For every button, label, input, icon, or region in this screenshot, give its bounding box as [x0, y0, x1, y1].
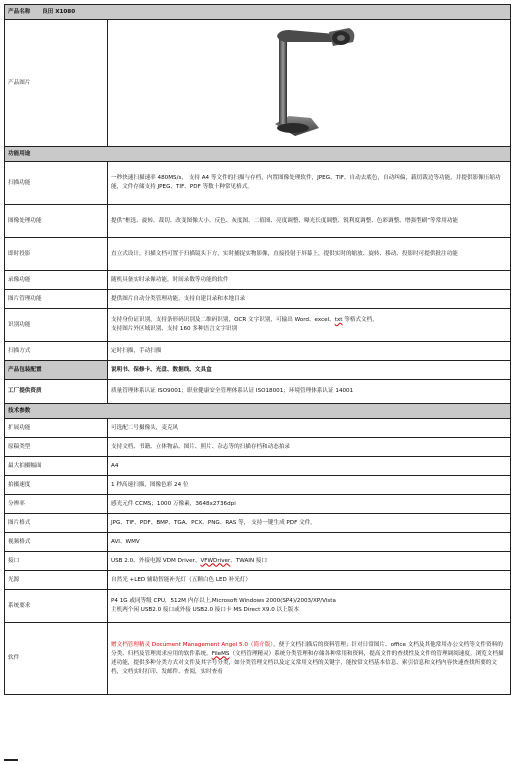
- interface-text: 、TWAIN 接口: [230, 557, 268, 564]
- software-value: [108, 623, 511, 695]
- spec-table: [4, 4, 511, 695]
- page-end-mark: [4, 759, 18, 761]
- spec-label: 原稿类型: [5, 438, 108, 457]
- feature-value: 随机具备实时录像功能，时间录数等功能的软件: [108, 271, 511, 290]
- ocr-value: [108, 309, 511, 342]
- product-name-cell: [5, 5, 511, 20]
- software-text: （文档管理精灵）系统分类管理和存储各种常用和资料，提高文件的查找性及文件的管理调阅速度。浏览文档描述功能，提供多种分类方式对文件及其字号分类，如分类管理文档以及定义常用文档的关键字，能按常文档基本信息、索引信息和文档内容快速查找所要的文档，文档实时打印、发邮件、查阅，实时查看: [111, 650, 504, 675]
- spec-value: AVI、WMV: [108, 533, 511, 552]
- feature-label: 图像处理功能: [5, 205, 108, 238]
- spec-row: [5, 533, 511, 552]
- light-label: 光源: [5, 571, 108, 590]
- ocr-label: 识别功能: [5, 309, 108, 342]
- spec-row: [5, 495, 511, 514]
- certs-label: 工厂提供资质: [5, 380, 108, 404]
- spec-row: [5, 419, 511, 438]
- spec-row: [5, 457, 511, 476]
- product-image-row: [5, 20, 511, 147]
- feature-row: [5, 205, 511, 238]
- product-name-label: 产品名称: [8, 8, 31, 15]
- light-value: 自然光 +LED 辅助智能补光灯（五颗白色 LED 补光灯）: [108, 571, 511, 590]
- feature-label: 即时投影: [5, 238, 108, 271]
- product-name-value: 良田 X1080: [42, 8, 76, 15]
- certs-row: [5, 380, 511, 404]
- spec-label: 图片格式: [5, 514, 108, 533]
- feature-row: [5, 271, 511, 290]
- ocr-row: [5, 309, 511, 342]
- sysreq-text: P4 1G 或同等级 CPU，512M 内存以上,Microsoft Windows 2000(SP4)/2003/XP/Vista: [111, 598, 336, 604]
- scan-mode-row: [5, 342, 511, 361]
- feature-row: [5, 238, 511, 271]
- spec-label: 扩展功能: [5, 419, 108, 438]
- spec-label: 视频格式: [5, 533, 108, 552]
- sysreq-label: 系统要求: [5, 590, 108, 623]
- interface-value: [108, 552, 511, 571]
- feature-value: 一秒快速扫描速率 480MS/s， 支持 A4 等文件的扫描与存档，内置图像处理软件，JPEG、TIF、自动去底色，自动纠偏，载切裁边等功能，并提供影像压缩功能，文件存储支持 JPEG、TIF、PDF 等数十种常见格式。: [108, 162, 511, 205]
- ocr-text: 支持身份证识别，支持条形码识别及二维码识别，OCR 文字识别，可输出 Word、excel、: [111, 317, 335, 323]
- software-row: [5, 623, 511, 695]
- section-features-title: 功能用途: [5, 147, 511, 162]
- feature-label: 图片管理功能: [5, 290, 108, 309]
- document-camera-image: [249, 24, 369, 142]
- spec-value: 可选配二号摄像头，麦克风: [108, 419, 511, 438]
- feature-label: 扫描功能: [5, 162, 108, 205]
- spec-label: 最大拍摄幅面: [5, 457, 108, 476]
- packing-value: 说明书、保修卡、光盘、数据线、文具盒: [108, 361, 511, 380]
- sysreq-value: [108, 590, 511, 623]
- section-specs-row: [5, 404, 511, 419]
- product-name-row: [5, 5, 511, 20]
- interface-text-underlined: VFWDriver: [200, 557, 231, 564]
- spec-row: [5, 514, 511, 533]
- packing-label: 产品包装配置: [5, 361, 108, 380]
- ocr-text: 等格式文档，: [342, 317, 378, 323]
- scan-mode-label: 扫描方式: [5, 342, 108, 361]
- software-text: ，便于文档扫描后的资料管理；针对日常图片、office 文档及其他常用办公文档等文件资料的分类、归档及管理需求应用的软件系统。: [111, 641, 503, 657]
- software-label: 软件: [5, 623, 108, 695]
- product-image-label: 产品图片: [5, 20, 108, 147]
- scan-mode-value: 定时扫描，手动扫描: [108, 342, 511, 361]
- interface-row: [5, 552, 511, 571]
- feature-label: 录像功能: [5, 271, 108, 290]
- spec-row: [5, 438, 511, 457]
- spec-value: JPG、TIF、PDF、BMP、TGA、PCX、PNG、RAS 等， 支持一键生成 PDF 文件。: [108, 514, 511, 533]
- sysreq-row: [5, 590, 511, 623]
- sysreq-text: 主机两个闲 USB2.0 接口或外接 USB2.0 接口卡 MS Direct X9.0 以上版本: [111, 607, 299, 613]
- product-image-cell: [108, 20, 511, 147]
- spec-value: A4: [108, 457, 511, 476]
- spec-value: 1 秒高速扫描，图像色彩 24 位: [108, 476, 511, 495]
- interface-text: USB 2.0、外接电源 VDM Driver、: [111, 557, 201, 564]
- feature-row: [5, 162, 511, 205]
- certs-value: 质量管理体系认证 ISO9001；职业健康安全管理体系认证 ISO18001；环境管理体系认证 14001: [108, 380, 511, 404]
- section-specs-title: 技术参数: [5, 404, 511, 419]
- light-row: [5, 571, 511, 590]
- software-text-underlined: FileMS: [211, 650, 230, 657]
- ocr-text-underlined: txt: [334, 317, 343, 323]
- feature-value: 提供“框选、旋转、裁切、改变图像大小、反色、灰度图、二值图、亮度调整、曝光长度调整、锐利度调整、色彩调整、增强型刷”等常用功能: [108, 205, 511, 238]
- spec-value: 感光元件 CCMS；1000 万像素，3648x2736dpi: [108, 495, 511, 514]
- interface-label: 接口: [5, 552, 108, 571]
- spec-label: 拍摄速度: [5, 476, 108, 495]
- spec-label: 分辨率: [5, 495, 108, 514]
- section-features-row: [5, 147, 511, 162]
- packing-row: [5, 361, 511, 380]
- spec-row: [5, 476, 511, 495]
- feature-value: 提供图片自动分类管理功能，支持自建目录和本地目录: [108, 290, 511, 309]
- feature-row: [5, 290, 511, 309]
- ocr-text: 支持图片外区域识别、支持 160 多种语言文字识别: [111, 326, 238, 332]
- software-highlight: 赠文档管理精灵 Document Management Angel 5.0（简介版）: [111, 641, 274, 648]
- feature-value: 直立式设计，扫描文档可置于扫描镜头下方，实时捕捉实物影像，直接投射于屏幕上，提供实时的缩放、旋转、移动、投影时可提供批注功能: [108, 238, 511, 271]
- spec-value: 支持文档、书籍、立体物品、图片、照片、杂志等的扫描存档和动态拍录: [108, 438, 511, 457]
